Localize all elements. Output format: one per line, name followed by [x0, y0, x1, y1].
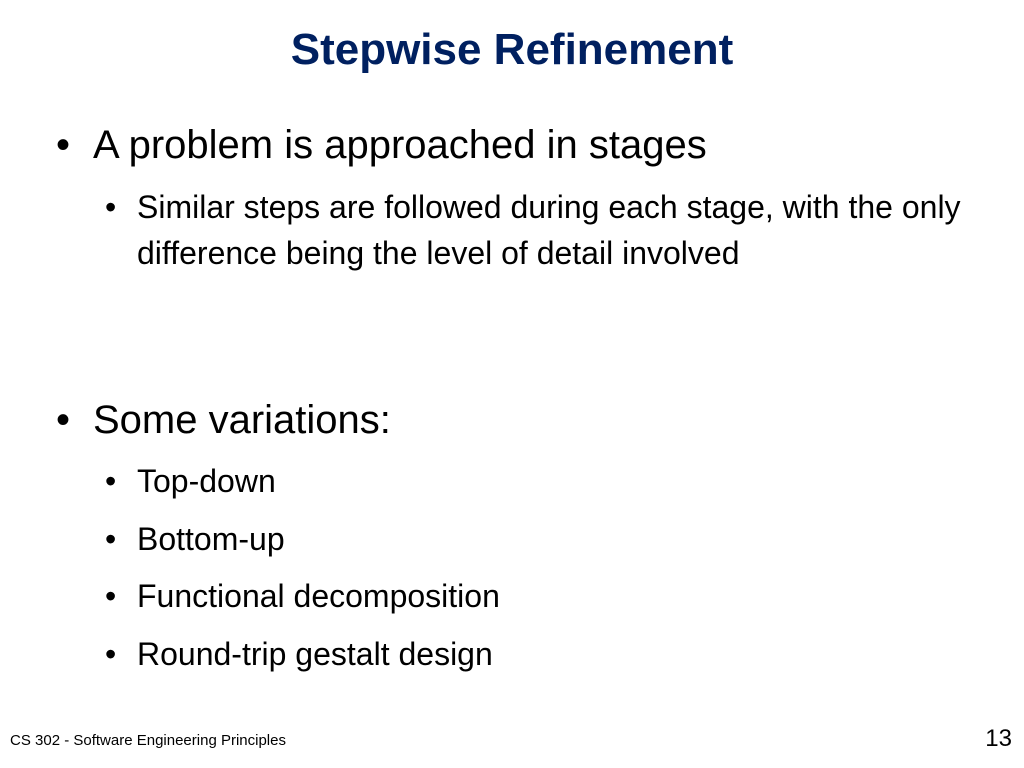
page-number: 13 — [985, 725, 1012, 752]
sub-bullet-marker: • — [105, 636, 117, 672]
slide-title: Stepwise Refinement — [290, 25, 734, 74]
sub-bullet-text-2-3: Functional decomposition — [137, 578, 500, 614]
sub-bullet-text-2-1: Top-down — [137, 463, 276, 499]
sub-bullet-marker: • — [105, 463, 117, 499]
sub-bullet-item-2-1 — [105, 458, 997, 504]
bullet-text-1: A problem is approached in stages — [93, 123, 707, 167]
sub-bullet-item-2-2 — [105, 516, 997, 562]
bullet-item-1 — [56, 121, 707, 169]
sub-bullet-marker: • — [105, 578, 117, 614]
sub-bullet-text-2-4: Round-trip gestalt design — [137, 636, 493, 672]
sub-bullet-item-2-3 — [105, 573, 997, 619]
bullet-item-2 — [56, 396, 391, 444]
bullet-text-2: Some variations: — [93, 398, 391, 442]
sub-bullet-item-2-4 — [105, 631, 997, 677]
sub-bullet-text-2-2: Bottom-up — [137, 521, 285, 557]
sub-bullet-marker: • — [105, 189, 117, 225]
footer-course-label: CS 302 - Software Engineering Principles — [10, 732, 286, 749]
bullet-marker: • — [56, 123, 71, 167]
bullet-marker: • — [56, 398, 71, 442]
sub-bullet-text-1-1: Similar steps are followed during each stage, with the only difference being the level of detail involved — [137, 189, 961, 271]
sub-bullet-item-1-1 — [105, 184, 997, 276]
sub-bullet-marker: • — [105, 521, 117, 557]
